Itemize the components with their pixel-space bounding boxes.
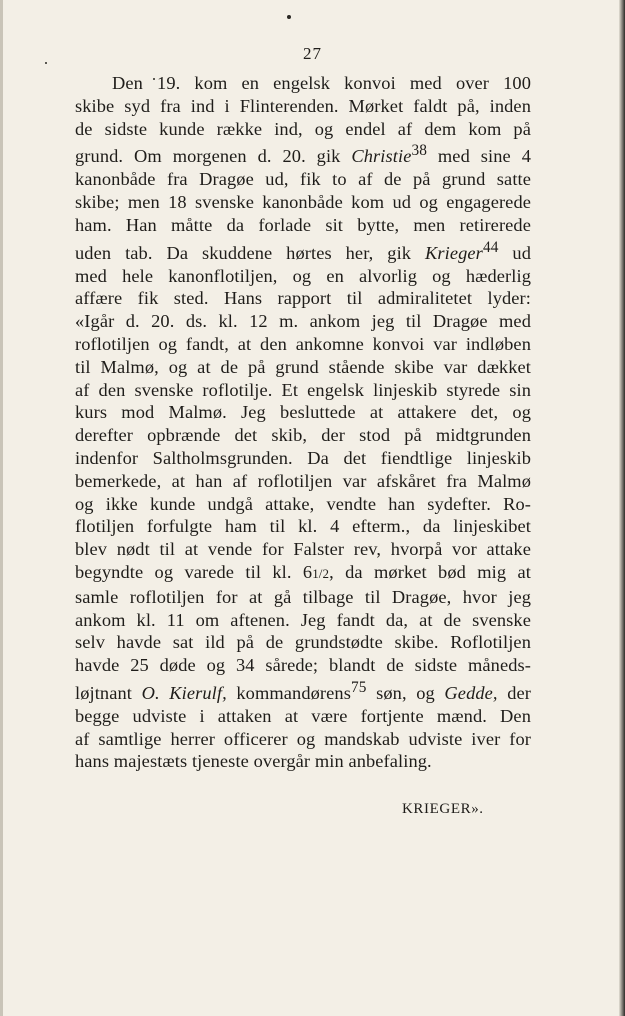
text-segment: uden tab. Da skuddene hørtes her, gik: [75, 242, 426, 263]
text-line: ham. Han måtte da forlade sit bytte, men retirerede: [75, 214, 531, 235]
text-line: selv havde sat ild på de grundstødte skibe. Roflotiljen: [75, 632, 531, 653]
text-line: til Malmø, og at de på grund stående skibe var dækket: [75, 356, 531, 377]
text-line: blev nødt til at vende for Falster rev, hvorpå vor attake: [75, 539, 531, 560]
text-line: de sidste kunde række ind, og endel af dem kom på: [75, 118, 531, 139]
text-segment: ud: [498, 242, 531, 263]
text-line: roflotiljen og fandt, at den ankomne konvoi var indløben: [75, 334, 531, 355]
text-segment: kommandørens: [226, 683, 351, 704]
text-segment: begyndte og varede til kl.: [75, 561, 303, 582]
body-text: [75, 72, 531, 773]
time-fraction: 1/2: [312, 565, 330, 581]
text-segment: løjtnant: [75, 683, 142, 704]
scan-edge-left: [0, 0, 3, 1016]
time-whole: 6: [302, 561, 313, 582]
name-gedde: Gedde,: [444, 683, 498, 704]
text-line: begge udviste i attaken at være fortjente mænd. Den: [75, 705, 531, 726]
text-line: [75, 677, 531, 705]
footnote-ref: 38: [411, 142, 427, 160]
text-segment: , da mørket bød mig at: [329, 561, 531, 582]
text-line: af samtlige herrer officerer og mandskab udviste iver for: [75, 728, 531, 749]
text-line: kurs mod Malmø. Jeg besluttede at attakere det, og: [75, 402, 531, 423]
text-line: skibe; men 18 svenske kanonbåde kom ud og engagerede: [75, 192, 531, 213]
signature: KRIEGER».: [402, 801, 484, 817]
text-line: ankom kl. 11 om aftenen. Jeg fandt da, at de svenske: [75, 609, 531, 630]
name-kierulf: O. Kierulf,: [141, 683, 227, 704]
scan-edge-right: [619, 0, 625, 1016]
page-number: 27: [303, 44, 322, 63]
footnote-ref: 75: [350, 678, 367, 696]
text-line: samle roflotiljen for at gå tilbage til Dragøe, hvor jeg: [75, 586, 531, 607]
text-segment: med sine 4: [427, 146, 531, 167]
name-krieger: Krieger: [425, 242, 483, 263]
text-line: indenfor Saltholmsgrunden. Da det fiendtlige linjeskib: [75, 448, 531, 468]
text-segment: søn, og: [366, 683, 445, 704]
text-line: bemerkede, at han af roflotiljen var afskåret fra Malmø: [75, 470, 531, 491]
text-line: [75, 140, 531, 168]
text-line: [75, 237, 531, 265]
ink-speck: [287, 15, 291, 19]
text-segment: grund. Om morgenen d. 20. gik: [75, 146, 352, 167]
text-line: «Igår d. 20. ds. kl. 12 m. ankom jeg til Dragøe med: [75, 311, 531, 332]
text-line: affære fik sted. Hans rapport til admiralitetet lyder:: [75, 288, 531, 309]
text-line: flotiljen forfulgte ham til kl. 4 efterm., da linjeskibet: [75, 516, 531, 537]
text-line: og ikke kunde undgå attake, vendte han sydefter. Ro-: [75, 493, 531, 514]
text-line: hans majestæts tjeneste overgår min anbefaling.: [75, 751, 432, 772]
name-christie: Christie: [351, 146, 412, 167]
text-line: kanonbåde fra Dragøe ud, fik to af de på grund satte: [75, 169, 531, 190]
text-line: [75, 561, 531, 586]
footnote-ref: 44: [482, 238, 499, 256]
text-line: af den svenske roflotilje. Et engelsk linjeskib styrede sin: [75, 379, 531, 400]
text-line: derefter opbrænde det skib, der stod på midtgrunden: [75, 425, 531, 446]
text-line: med hele kanonflotiljen, og en alvorlig og hæderlig: [75, 265, 531, 286]
text-line: havde 25 døde og 34 sårede; blandt de sidste måneds-: [75, 655, 531, 676]
text-segment: der: [497, 683, 531, 704]
text-line: Den 19. kom en engelsk konvoi med over 100: [112, 73, 531, 93]
text-line: skibe syd fra ind i Flinterenden. Mørket faldt på, inden: [75, 95, 531, 116]
